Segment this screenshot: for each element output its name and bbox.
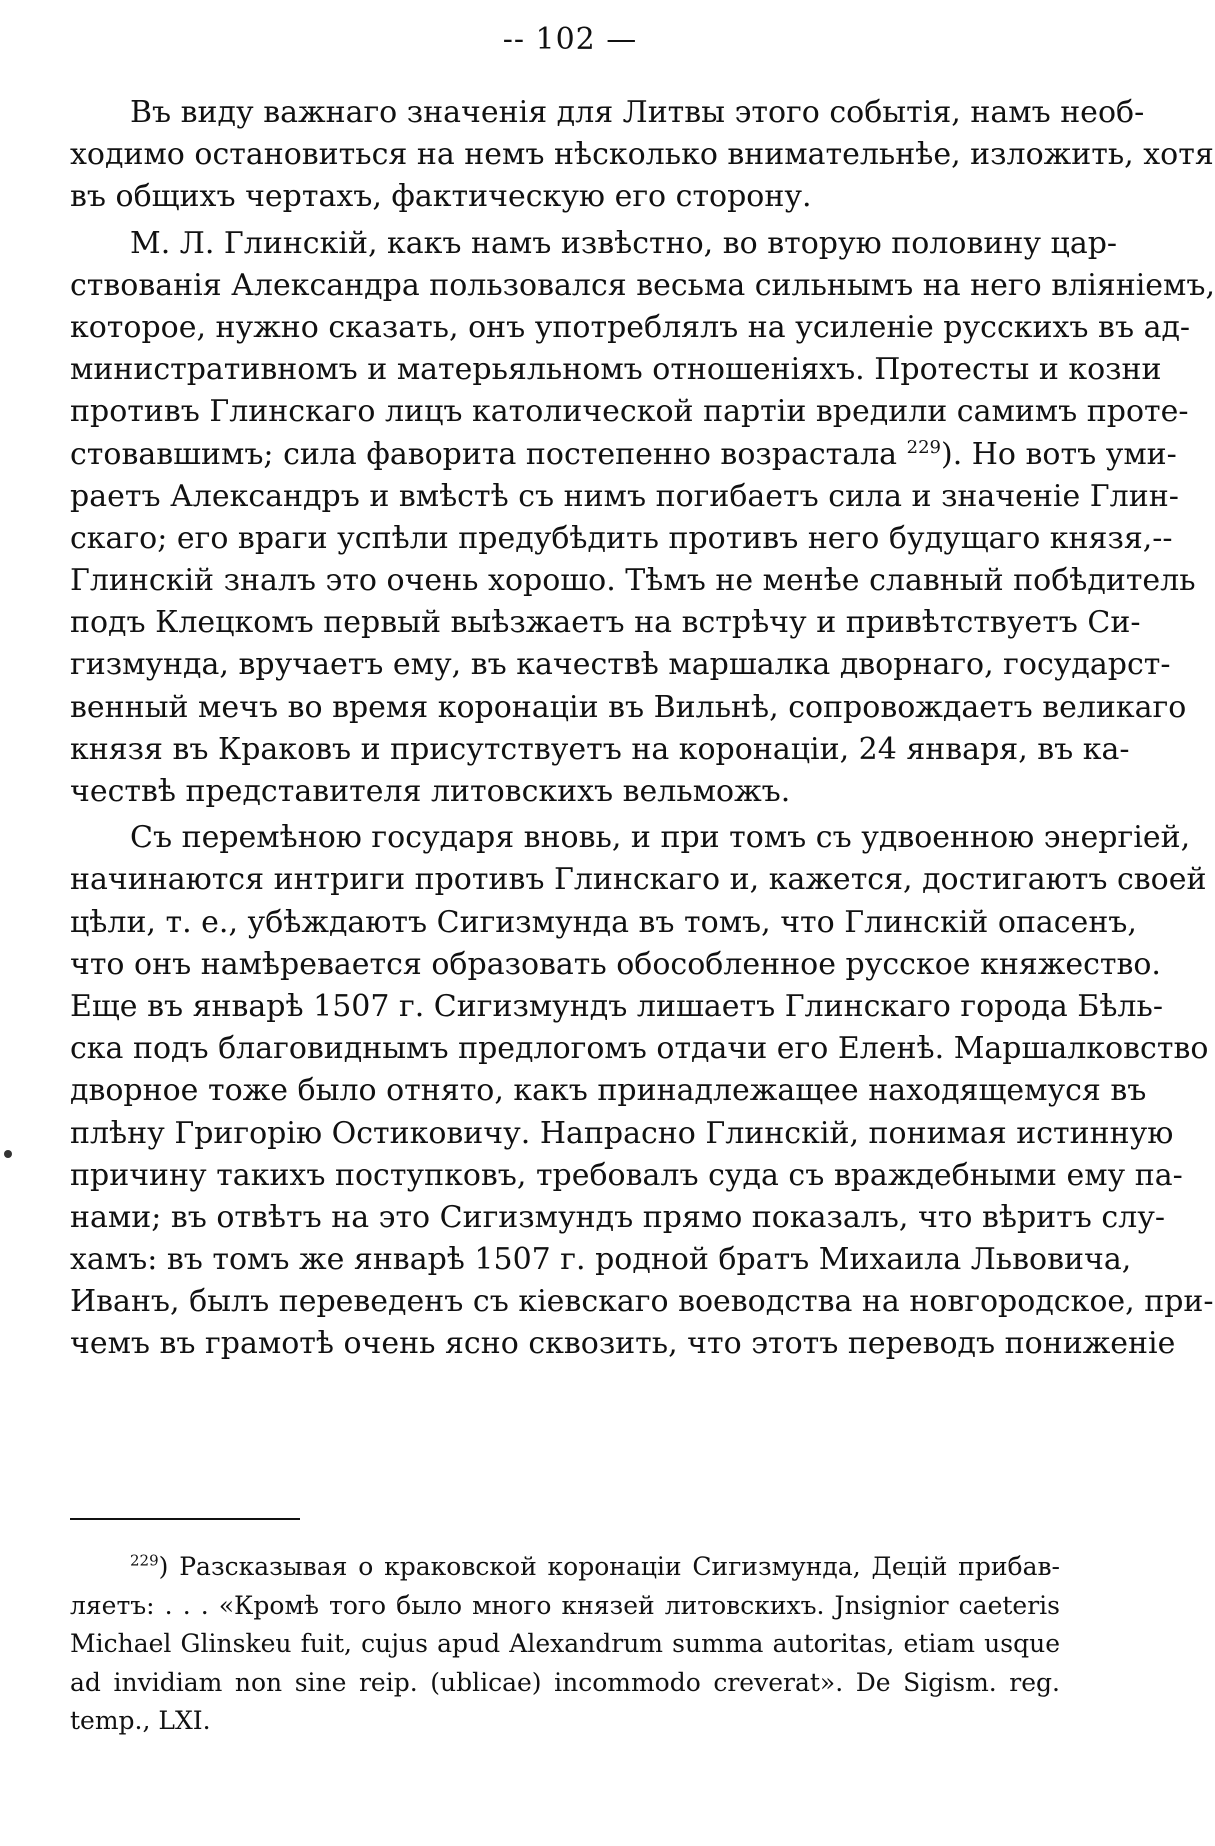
margin-dot (4, 1150, 12, 1158)
text-line: раетъ Александръ и вмѣстѣ съ нимъ погибаетъ сила и значеніе Глин- (70, 478, 1179, 514)
footnote-line (70, 1548, 1060, 1587)
footnote-line: Michael Glinskeu fuit, cujus apud Alexandrum summa autoritas, etiam usque (70, 1629, 1060, 1658)
text-line: въ общихъ чертахъ, фактическую его сторону. (70, 179, 812, 215)
text-line: Съ перемѣною государя вновь, и при томъ съ удвоенною энергіей, (130, 820, 1191, 856)
text-line: ходимо остановиться на немъ нѣсколько внимательнѣе, изложить, хотя (70, 137, 1214, 173)
paragraph-2 (70, 223, 1215, 814)
text-line: подъ Клецкомъ первый выѣзжаетъ на встрѣчу и привѣтствуетъ Си- (70, 605, 1141, 641)
text-line: М. Л. Глинскій, какъ намъ извѣстно, во вторую половину цар- (130, 225, 1118, 261)
text-line: Иванъ, былъ переведенъ съ кіевскаго воеводства на новгородское, при- (70, 1284, 1214, 1320)
text-line: дворное тоже было отнято, какъ принадлежащее находящемуся въ (70, 1073, 1147, 1109)
page-number: -- 102 — (502, 22, 638, 57)
text-segment: стовавшимъ; сила фаворита постепенно возрастала (70, 436, 898, 472)
footnote-block (70, 1548, 1060, 1741)
text-line: нами; въ отвѣтъ на это Сигизмундъ прямо показалъ, что вѣритъ слу- (70, 1199, 1166, 1235)
footnote-number: 229 (130, 1551, 159, 1570)
text-line: Еще въ январѣ 1507 г. Сигизмундъ лишаетъ Глинскаго города Бѣль- (70, 988, 1163, 1024)
paragraph-1 (70, 92, 1214, 219)
text-line: которое, нужно сказать, онъ употреблялъ на усиленіе русскихъ въ ад- (70, 309, 1191, 345)
text-line: Въ виду важнаго значенія для Литвы этого событія, намъ необ- (130, 95, 1145, 130)
text-line: ска подъ благовиднымъ предлогомъ отдачи его Еленѣ. Маршалковство (70, 1031, 1209, 1067)
text-line: чемъ въ грамотѣ очень ясно сквозить, что этотъ переводъ пониженіе (70, 1326, 1176, 1362)
text-line: что онъ намѣревается образовать обособленное русское княжество. (70, 946, 1161, 982)
text-line: Глинскій зналъ это очень хорошо. Тѣмъ не менѣе славный побѣдитель (70, 563, 1196, 599)
text-line: венный мечъ во время коронаціи въ Вильнѣ, сопровождаетъ великаго (70, 689, 1187, 725)
footnote-line: ad invidiam non sine reip. (ublicae) incommodo creverat». De Sigism. reg. (70, 1667, 1060, 1697)
footnote-reference[interactable]: 229 (906, 436, 941, 458)
text-line: начинаются интриги противъ Глинскаго и, кажется, достигаютъ своей (70, 862, 1207, 898)
footnote-divider (70, 1518, 300, 1520)
text-line: гизмунда, вручаетъ ему, въ качествѣ маршалка дворнаго, государст- (70, 647, 1171, 683)
footnote-line: temp., LXI. (70, 1706, 211, 1735)
text-line: министративномъ и матерьяльномъ отношеніяхъ. Протесты и козни (70, 352, 1162, 388)
text-line: противъ Глинскаго лицъ католической партіи вредили самимъ проте- (70, 394, 1189, 430)
text-line-with-footnote-ref (70, 434, 1177, 476)
text-line: хамъ: въ томъ же январѣ 1507 г. родной братъ Михаила Львовича, (70, 1242, 1132, 1278)
text-segment: ) Разсказывая о краковской коронаціи Сигизмунда, Децій прибав- (158, 1552, 1060, 1581)
footnote-line: ляетъ: . . . «Кромѣ того было много князей литовскихъ. Jnsignior caeteris (70, 1590, 1060, 1620)
text-segment: ). Но вотъ уми- (940, 436, 1177, 472)
text-line: ствованія Александра пользовался весьма сильнымъ на него вліяніемъ, (70, 267, 1215, 303)
text-line: причину такихъ поступковъ, требовалъ суда съ враждебными ему па- (70, 1157, 1183, 1193)
text-line: плѣну Григорію Остиковичу. Напрасно Глинскій, понимая истинную (70, 1115, 1174, 1151)
text-line: князя въ Краковъ и присутствуетъ на коронаціи, 24 января, въ ка- (70, 731, 1130, 767)
paragraph-3 (70, 817, 1214, 1365)
text-line: цѣли, т. е., убѣждаютъ Сигизмунда въ томъ, что Глинскій опасенъ, (70, 904, 1137, 940)
text-line: скаго; его враги успѣли предубѣдить противъ него будущаго князя,-- (70, 520, 1173, 556)
body-text (70, 92, 1215, 1370)
text-line: чествѣ представителя литовскихъ вельможъ. (70, 774, 791, 809)
